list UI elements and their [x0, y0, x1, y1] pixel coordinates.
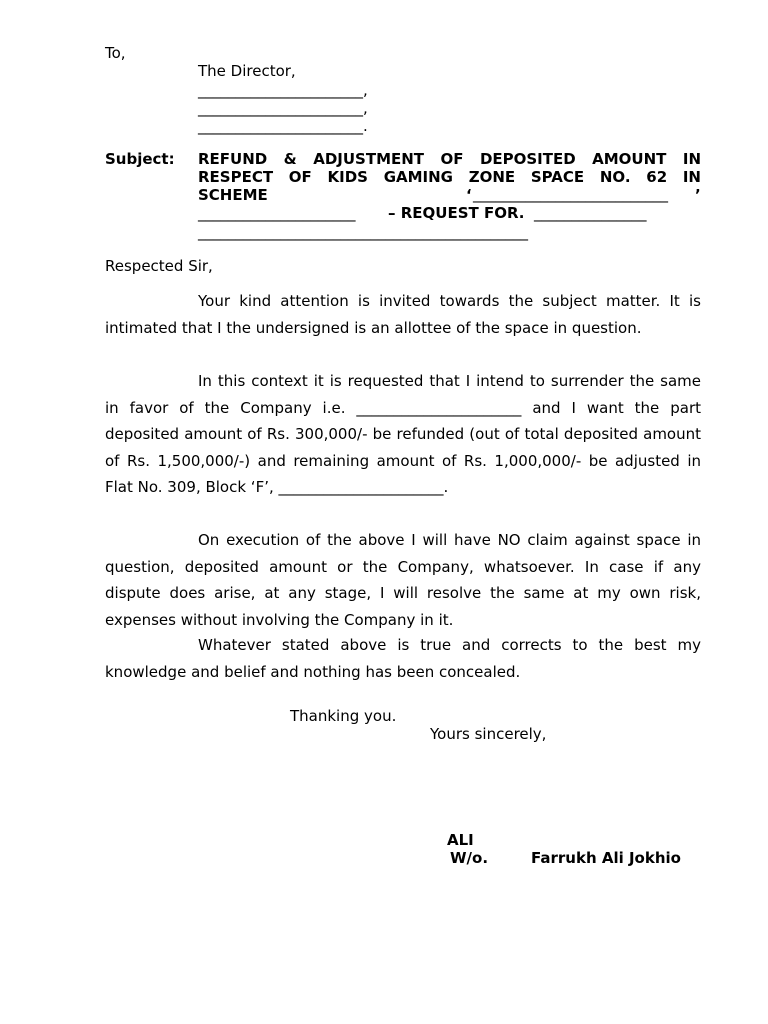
- subject-label: Subject:: [105, 150, 175, 168]
- subject-scheme-word: SCHEME: [198, 186, 268, 204]
- subject-quote-open: ‘: [466, 186, 472, 204]
- subject-blank-right: _______________: [534, 204, 647, 222]
- recipient-title: The Director,: [198, 62, 296, 80]
- address-to: To,: [105, 44, 126, 62]
- closing-thanks: Thanking you.: [290, 707, 397, 725]
- paragraph-surrender-request: In this context it is requested that I intend to surrender the same in favor of the Company i.e. ______________________ and I want the part deposited amount of Rs. 300,000/- be refunded (out of total deposited amount of Rs. 1,500,000/-) and remaining amount of Rs. 1,000,000/- be adjusted in Flat No. 309, Block ‘F’, ______________________.: [105, 372, 701, 496]
- subject-blank-left: _____________________: [198, 204, 356, 222]
- subject-request-for: – REQUEST FOR.: [388, 204, 525, 222]
- address-blank-line-3: ______________________.: [198, 117, 368, 135]
- signature-name: ALI: [447, 831, 474, 849]
- subject-line-1: REFUND & ADJUSTMENT OF DEPOSITED AMOUNT IN: [198, 150, 701, 168]
- address-blank-line-2: ______________________,: [198, 99, 368, 117]
- subject-line-2: RESPECT OF KIDS GAMING ZONE SPACE NO. 62 IN: [198, 168, 701, 186]
- signature-relation: W/o.: [450, 849, 489, 867]
- subject-scheme-blank: __________________________: [473, 185, 668, 203]
- closing-sign-off: Yours sincerely,: [430, 725, 547, 743]
- paragraph-declaration: Whatever stated above is true and corrects to the best my knowledge and belief and nothing has been concealed.: [105, 636, 701, 681]
- signature-spouse-name: Farrukh Ali Jokhio: [531, 849, 681, 867]
- salutation: Respected Sir,: [105, 257, 213, 275]
- paragraph-attention: Your kind attention is invited towards the subject matter. It is intimated that I the undersigned is an allottee of the space in question.: [105, 292, 701, 337]
- address-blank-line-1: ______________________,: [198, 81, 368, 99]
- subject-blank-line-5: ____________________________________________: [198, 223, 528, 241]
- subject-quote-close: ’: [695, 186, 701, 204]
- paragraph-no-claim: On execution of the above I will have NO claim against space in question, deposited amount or the Company, whatsoever. In case if any dispute does arise, at any stage, I will resolve the same at my own risk, expenses without involving the Company in it.: [105, 531, 701, 629]
